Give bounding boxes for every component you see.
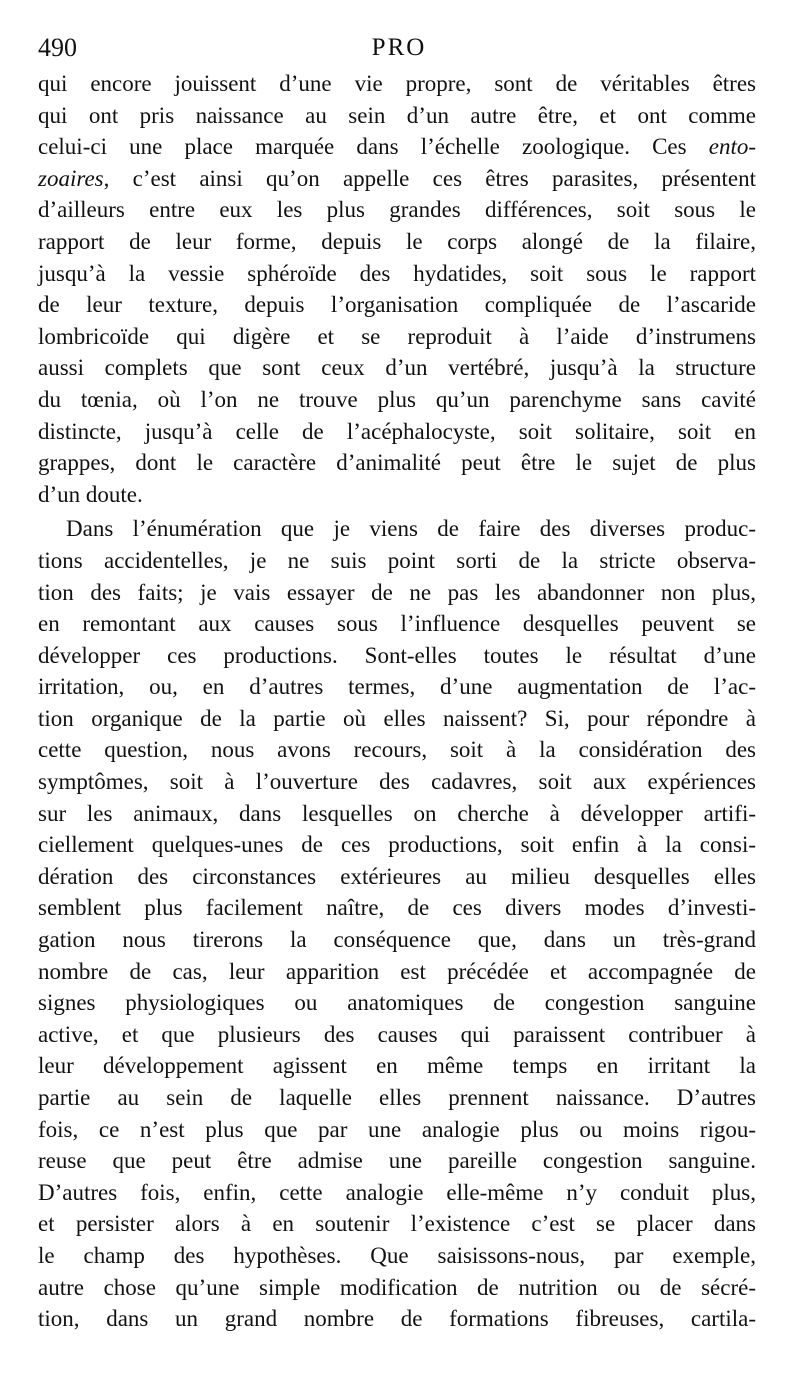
text-line: semblent plus facilement naître, de ces divers modes d’investi- — [38, 895, 756, 921]
text-line: reuse que peut être admise une pareille congestion sanguine. — [38, 1148, 756, 1174]
text-line: tion des faits; je vais essayer de ne pas les abandonner non plus, — [38, 579, 756, 605]
running-title: PRO — [371, 34, 427, 61]
text-line: distincte, jusqu’à celle de l’acéphalocyste, soit solitaire, soit en — [38, 418, 756, 444]
text-line: leur développement agissent en même temps en irritant la — [38, 1053, 756, 1079]
text-line: et persister alors à en soutenir l’existence c’est se placer dans — [38, 1211, 756, 1237]
text-line: ciellement quelques-unes de ces productions, soit enfin à la consi- — [38, 832, 756, 858]
text-line: du tœnia, où l’on ne trouve plus qu’un parenchyme sans cavité — [38, 386, 756, 412]
text-line — [38, 131, 756, 163]
text-line: tion organique de la partie où elles naissent? Si, pour répondre à — [38, 705, 756, 731]
text-line: sur les animaux, dans lesquelles on cherche à développer artifi- — [38, 800, 756, 826]
text-line: qui encore jouissent d’une vie propre, sont de véritables êtres — [38, 71, 756, 96]
text-line: cette question, nous avons recours, soit à la considération des — [38, 737, 756, 763]
text-line: tions accidentelles, je ne suis point sorti de la stricte observa- — [38, 547, 756, 573]
text-span: celui-ci une place marquée dans l’échelle zoologique. Ces — [38, 134, 709, 160]
text-line: tion, dans un grand nombre de formations fibreuses, cartila- — [38, 1306, 756, 1332]
italic-term: zoaires — [38, 165, 104, 191]
text-span: , c’est ainsi qu’on appelle ces êtres parasites, présentent — [103, 165, 756, 191]
running-head — [38, 28, 760, 68]
text-line: nombre de cas, leur apparition est précédée et accompagnée de — [38, 958, 756, 984]
italic-term: ento- — [708, 134, 756, 160]
page-number: 490 — [38, 33, 77, 62]
text-line: développer ces productions. Sont-elles toutes le résultat d’une — [38, 642, 756, 668]
text-line: partie au sein de laquelle elles prennent naissance. D’autres — [38, 1085, 756, 1110]
text-line: rapport de leur forme, depuis le corps alongé de la filaire, — [38, 228, 756, 254]
text-line: autre chose qu’une simple modification de nutrition ou de sécré- — [38, 1274, 756, 1300]
text-line: symptômes, soit à l’ouverture des cadavres, soit aux expériences — [38, 769, 756, 795]
text-line: fois, ce n’est plus que par une analogie plus ou moins rigou- — [38, 1116, 756, 1142]
text-line: jusqu’à la vessie sphéroïde des hydatides, soit sous le rapport — [38, 260, 756, 286]
text-line: en remontant aux causes sous l’influence desquelles peuvent se — [38, 611, 756, 637]
paragraph-1 — [38, 68, 756, 510]
paragraph-2 — [38, 513, 756, 1334]
text-line: grappes, dont le caractère d’animalité peut être le sujet de plus — [38, 450, 756, 476]
text-line: d’un doute. — [38, 481, 143, 507]
text-line: lombricoïde qui digère et se reproduit à l’aide d’instrumens — [38, 323, 756, 349]
text-line: de leur texture, depuis l’organisation compliquée de l’ascaride — [38, 292, 756, 318]
text-line: qui ont pris naissance au sein d’un autre être, et ont comme — [38, 102, 756, 128]
text-line: gation nous tirerons la conséquence que, dans un très-grand — [38, 927, 756, 953]
text-line: dération des circonstances extérieures au milieu desquelles elles — [38, 863, 756, 889]
text-line: le champ des hypothèses. Que saisissons-nous, par exemple, — [38, 1242, 756, 1268]
text-line: Dans l’énumération que je viens de faire des diverses produc- — [66, 516, 756, 542]
text-line: irritation, ou, en d’autres termes, d’une augmentation de l’ac- — [38, 674, 756, 700]
text-line: signes physiologiques ou anatomiques de congestion sanguine — [38, 990, 756, 1016]
body-text — [38, 68, 756, 1335]
text-line: active, et que plusieurs des causes qui paraissent contribuer à — [38, 1021, 756, 1047]
text-line: D’autres fois, enfin, cette analogie elle-même n’y conduit plus, — [38, 1179, 756, 1205]
text-line — [38, 163, 756, 195]
text-line: d’ailleurs entre eux les plus grandes différences, soit sous le — [38, 197, 756, 223]
text-line: aussi complets que sont ceux d’un vertébré, jusqu’à la structure — [38, 355, 756, 381]
